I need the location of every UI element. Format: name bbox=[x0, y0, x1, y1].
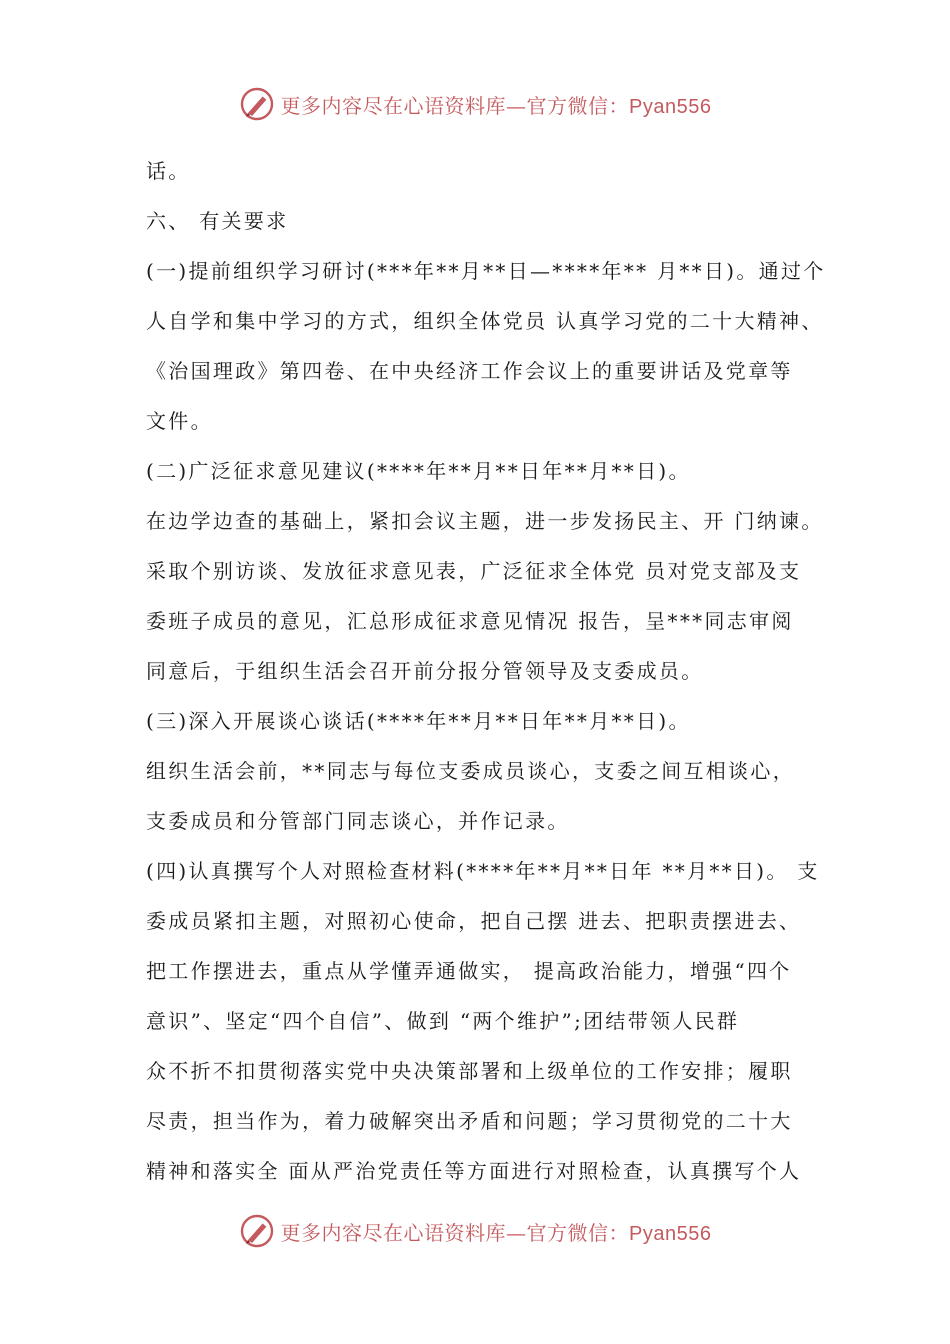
text-line: 采取个别访谈、发放征求意见表，广泛征求全体党 员对党支部及支 bbox=[146, 559, 802, 583]
text-line: 委成员紧扣主题，对照初心使命，把自己摆 进去、把职责摆进去、 bbox=[146, 909, 802, 933]
text-line: 精神和落实全 面从严治党责任等方面进行对照检查，认真撰写个人 bbox=[146, 1159, 802, 1183]
pen-logo-icon bbox=[239, 86, 275, 122]
text-line: 文件。 bbox=[146, 409, 213, 433]
pen-logo-icon bbox=[239, 1213, 275, 1249]
text-line: (一)提前组织学习研讨(***年**月**日—****年** 月**日)。通过个 bbox=[146, 259, 826, 283]
text-line: 众不折不扣贯彻落实党中央决策部署和上级单位的工作安排；履职 bbox=[146, 1059, 793, 1083]
document-body bbox=[146, 146, 826, 1196]
text-line: 组织生活会前，**同志与每位支委成员谈心，支委之间互相谈心， bbox=[146, 759, 795, 783]
text-line: 同意后，于组织生活会召开前分报分管领导及支委成员。 bbox=[146, 659, 704, 683]
text-line: 把工作摆进去，重点从学懂弄通做实， 提高政治能力，增强“四个 bbox=[146, 959, 792, 983]
text-line: 委班子成员的意见，汇总形成征求意见情况 报告，呈***同志审阅 bbox=[146, 609, 794, 633]
text-line: 《治国理政》第四卷、在中央经济工作会议上的重要讲话及党章等 bbox=[146, 359, 793, 383]
text-line: 尽责，担当作为，着力破解突出矛盾和问题；学习贯彻党的二十大 bbox=[146, 1109, 793, 1133]
text-line: 意识”、坚定“四个自信”、做到 “两个维护”;团结带领人民群 bbox=[146, 1009, 740, 1033]
text-line: (三)深入开展谈心谈话(****年**月**日年**月**日)。 bbox=[146, 709, 691, 733]
watermark-text: 更多内容尽在心语资料库—官方微信：Pyan556 bbox=[280, 93, 712, 118]
watermark-text: 更多内容尽在心语资料库—官方微信：Pyan556 bbox=[280, 1220, 712, 1245]
text-line: 话。 bbox=[146, 159, 191, 183]
section-heading: 六、 有关要求 bbox=[146, 209, 289, 233]
text-line: 支委成员和分管部门同志谈心，并作记录。 bbox=[146, 809, 570, 833]
wechat-id: Pyan556 bbox=[629, 95, 712, 118]
text-line: (二)广泛征求意见建议(****年**月**日年**月**日)。 bbox=[146, 459, 691, 483]
text-line: (四)认真撰写个人对照检查材料(****年**月**日年 **月**日)。 支 bbox=[146, 859, 820, 883]
wechat-id: Pyan556 bbox=[629, 1222, 712, 1245]
text-line: 人自学和集中学习的方式，组织全体党员 认真学习党的二十大精神、 bbox=[146, 309, 824, 333]
footer-watermark bbox=[0, 1209, 950, 1253]
header-watermark bbox=[0, 82, 950, 126]
text-line: 在边学边查的基础上，紧扣会议主题，进一步发扬民主、开 门纳谏。 bbox=[146, 509, 824, 533]
